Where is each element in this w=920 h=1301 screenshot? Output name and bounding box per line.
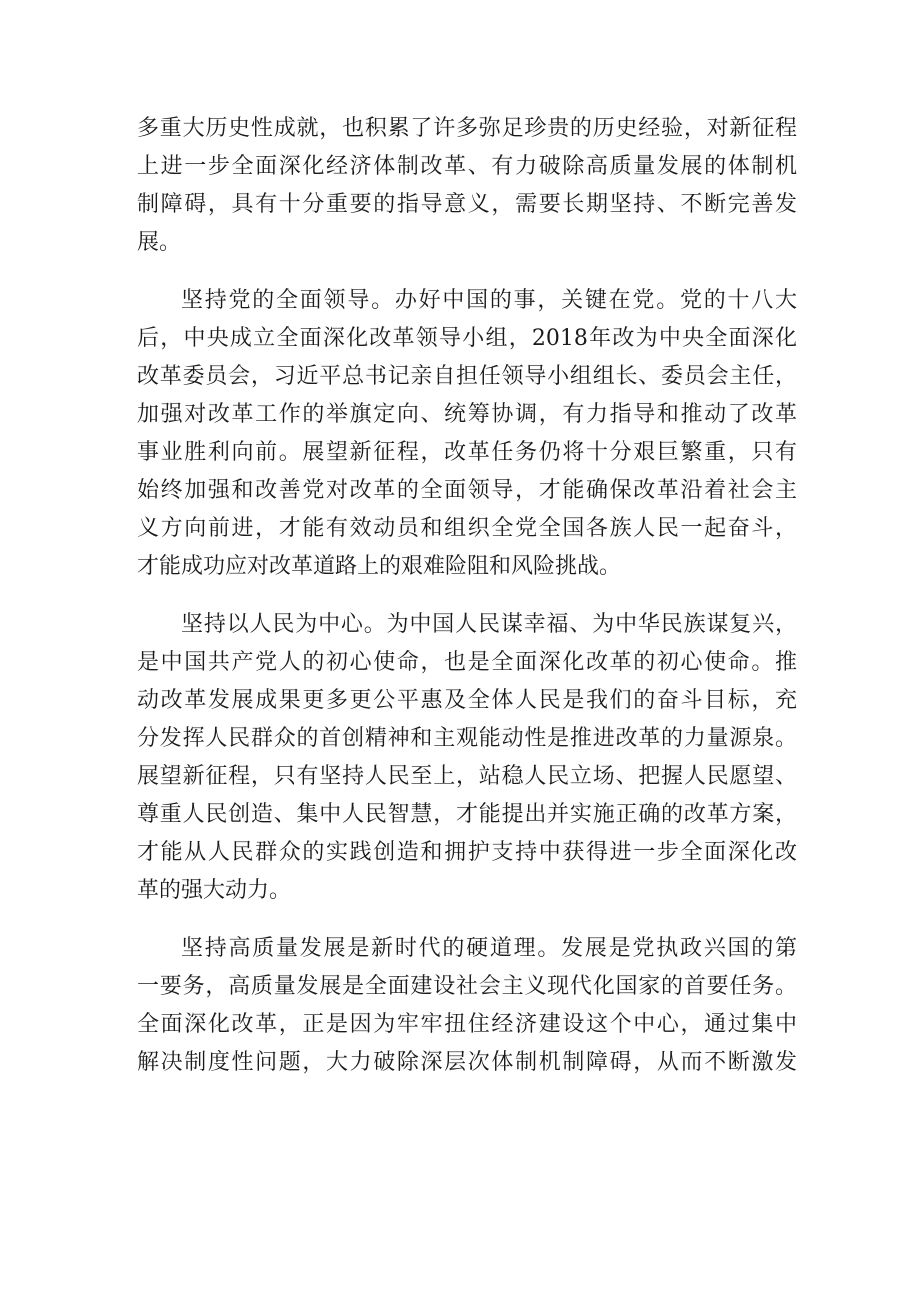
paragraph-line: 坚持党的全面领导。办好中国的事，关键在党。党的十八大 bbox=[181, 288, 797, 313]
paragraph-line: 革的强大动力。 bbox=[137, 878, 292, 903]
paragraph-4 bbox=[137, 930, 797, 1082]
paragraph-line: 才能从人民群众的实践创造和拥护支持中获得进一步全面深化改 bbox=[137, 840, 797, 865]
paragraph-line: 全面深化改革，正是因为牢牢扭住经济建设这个中心，通过集中 bbox=[137, 1012, 797, 1037]
paragraph-line: 事业胜利向前。展望新征程，改革任务仍将十分艰巨繁重，只有 bbox=[137, 440, 797, 465]
paragraph-1 bbox=[137, 110, 797, 262]
paragraph-line: 义方向前进，才能有效动员和组织全党全国各族人民一起奋斗， bbox=[137, 516, 797, 541]
paragraph-3 bbox=[137, 606, 797, 910]
paragraph-line: 坚持高质量发展是新时代的硬道理。发展是党执政兴国的第 bbox=[181, 936, 797, 961]
paragraph-line: 是中国共产党人的初心使命，也是全面深化改革的初心使命。推 bbox=[137, 650, 797, 675]
paragraph-gap bbox=[137, 910, 797, 930]
paragraph-line: 才能成功应对改革道路上的艰难险阻和风险挑战。 bbox=[137, 554, 622, 579]
paragraph-line: 坚持以人民为中心。为中国人民谋幸福、为中华民族谋复兴， bbox=[181, 612, 797, 637]
paragraph-gap bbox=[137, 262, 797, 282]
paragraph-line: 展。 bbox=[137, 230, 182, 255]
paragraph-gap bbox=[137, 586, 797, 606]
paragraph-line: 制障碍，具有十分重要的指导意义，需要长期坚持、不断完善发 bbox=[137, 192, 797, 217]
paragraph-line: 加强对改革工作的举旗定向、统筹协调，有力指导和推动了改革 bbox=[137, 402, 797, 427]
document-body bbox=[137, 110, 797, 1082]
paragraph-line: 分发挥人民群众的首创精神和主观能动性是推进改革的力量源泉。 bbox=[137, 726, 797, 751]
paragraph-line: 改革委员会，习近平总书记亲自担任领导小组组长、委员会主任， bbox=[137, 364, 797, 389]
paragraph-line: 多重大历史性成就，也积累了许多弥足珍贵的历史经验，对新征程 bbox=[137, 116, 797, 141]
paragraph-line: 动改革发展成果更多更公平惠及全体人民是我们的奋斗目标，充 bbox=[137, 688, 797, 713]
paragraph-line: 始终加强和改善党对改革的全面领导，才能确保改革沿着社会主 bbox=[137, 478, 797, 503]
paragraph-line: 后，中央成立全面深化改革领导小组，2018年改为中央全面深化 bbox=[137, 326, 797, 351]
paragraph-line: 上进一步全面深化经济体制改革、有力破除高质量发展的体制机 bbox=[137, 154, 797, 179]
paragraph-2 bbox=[137, 282, 797, 586]
paragraph-line: 一要务，高质量发展是全面建设社会主义现代化国家的首要任务。 bbox=[137, 974, 797, 999]
paragraph-line: 解决制度性问题，大力破除深层次体制机制障碍，从而不断激发 bbox=[137, 1050, 797, 1075]
paragraph-line: 展望新征程，只有坚持人民至上，站稳人民立场、把握人民愿望、 bbox=[137, 764, 797, 789]
paragraph-line: 尊重人民创造、集中人民智慧，才能提出并实施正确的改革方案， bbox=[137, 802, 797, 827]
